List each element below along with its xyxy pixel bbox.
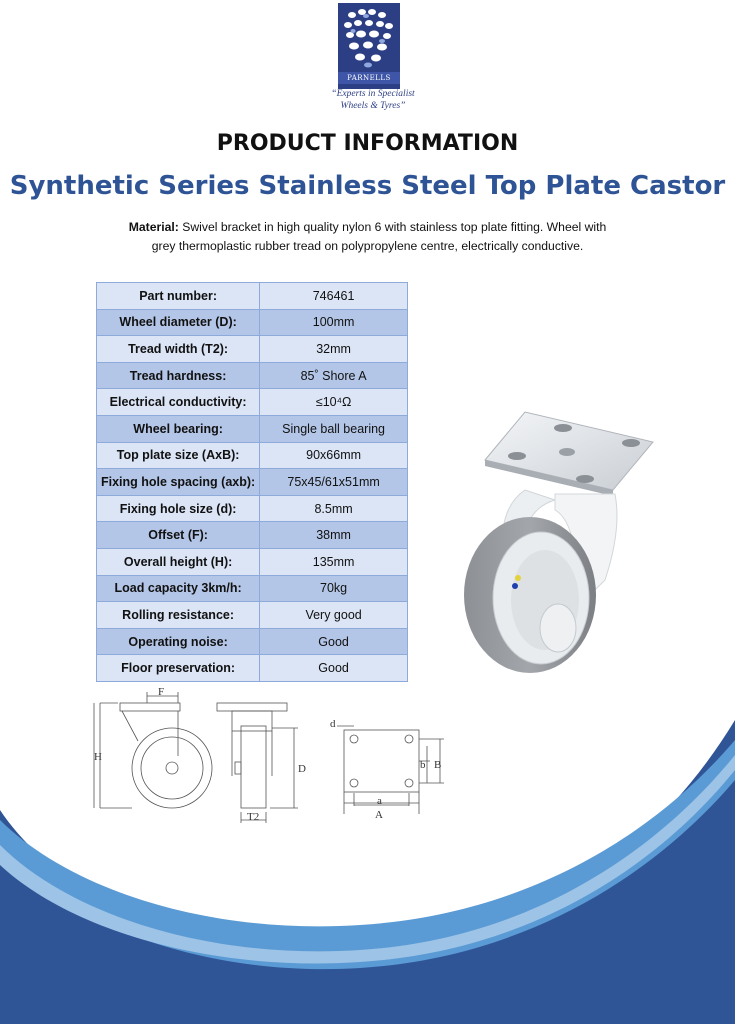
spec-label: Fixing hole spacing (axb):	[97, 469, 260, 496]
logo-wordmark: PARNELLS	[338, 72, 400, 84]
material-line-1: Swivel bracket in high quality nylon 6 with stainless top plate fitting. Wheel with	[182, 220, 607, 234]
spec-value: 85˚ Shore A	[260, 362, 408, 389]
dim-label-H: H	[94, 751, 102, 763]
spec-row	[97, 309, 408, 336]
spec-label: Wheel diameter (D):	[97, 309, 260, 336]
spec-label: Offset (F):	[97, 522, 260, 549]
spec-label: Part number:	[97, 283, 260, 310]
dim-label-D: D	[298, 763, 306, 775]
logo-tagline	[318, 88, 428, 112]
spec-row	[97, 469, 408, 496]
spec-table	[96, 282, 408, 682]
spec-value: 8.5mm	[260, 495, 408, 522]
spec-value: Good	[260, 628, 408, 655]
spec-row	[97, 495, 408, 522]
dim-label-b: b	[420, 759, 426, 771]
dim-label-A: A	[375, 809, 383, 821]
tagline-line-2: Wheels & Tyres”	[340, 101, 406, 111]
spec-label: Rolling resistance:	[97, 602, 260, 629]
dim-label-a: a	[377, 795, 382, 807]
spec-label: Wheel bearing:	[97, 415, 260, 442]
company-logo	[318, 0, 428, 125]
spec-label: Top plate size (AxB):	[97, 442, 260, 469]
spec-row	[97, 602, 408, 629]
spec-label: Tread hardness:	[97, 362, 260, 389]
dim-label-d: d	[330, 718, 336, 730]
spec-row	[97, 362, 408, 389]
spec-row	[97, 522, 408, 549]
spec-row	[97, 655, 408, 682]
spec-row	[97, 415, 408, 442]
spec-label: Load capacity 3km/h:	[97, 575, 260, 602]
spec-value: 90x66mm	[260, 442, 408, 469]
spec-value: 32mm	[260, 336, 408, 363]
material-label: Material:	[128, 220, 179, 234]
spec-label: Tread width (T2):	[97, 336, 260, 363]
decorative-wave-footer	[0, 720, 735, 1024]
spec-row	[97, 575, 408, 602]
spec-value: Very good	[260, 602, 408, 629]
spec-row	[97, 336, 408, 363]
castor-product-image	[455, 410, 665, 685]
spec-value: 100mm	[260, 309, 408, 336]
tagline-line-1: “Experts in Specialist	[331, 89, 415, 99]
spec-row	[97, 442, 408, 469]
material-line-2: grey thermoplastic rubber tread on polypropylene centre, electrically conductive.	[151, 239, 584, 253]
spec-label: Electrical conductivity:	[97, 389, 260, 416]
product-title: Synthetic Series Stainless Steel Top Plate Castor	[9, 171, 726, 201]
spec-label: Operating noise:	[97, 628, 260, 655]
spec-value: 135mm	[260, 548, 408, 575]
spec-label: Floor preservation:	[97, 655, 260, 682]
dim-label-B: B	[434, 759, 442, 771]
logo-pebbles-icon	[338, 3, 400, 73]
spec-label: Fixing hole size (d):	[97, 495, 260, 522]
dim-label-F: F	[158, 686, 165, 698]
spec-value: ≤10⁴Ω	[260, 389, 408, 416]
spec-row	[97, 548, 408, 575]
material-description	[0, 218, 735, 256]
spec-value: 38mm	[260, 522, 408, 549]
spec-label: Overall height (H):	[97, 548, 260, 575]
spec-value: Single ball bearing	[260, 415, 408, 442]
spec-row	[97, 389, 408, 416]
spec-value: 70kg	[260, 575, 408, 602]
spec-value: Good	[260, 655, 408, 682]
dim-label-T2: T2	[247, 811, 260, 823]
spec-row	[97, 283, 408, 310]
spec-value: 75x45/61x51mm	[260, 469, 408, 496]
spec-value: 746461	[260, 283, 408, 310]
spec-row	[97, 628, 408, 655]
section-heading: PRODUCT INFORMATION	[216, 131, 519, 156]
